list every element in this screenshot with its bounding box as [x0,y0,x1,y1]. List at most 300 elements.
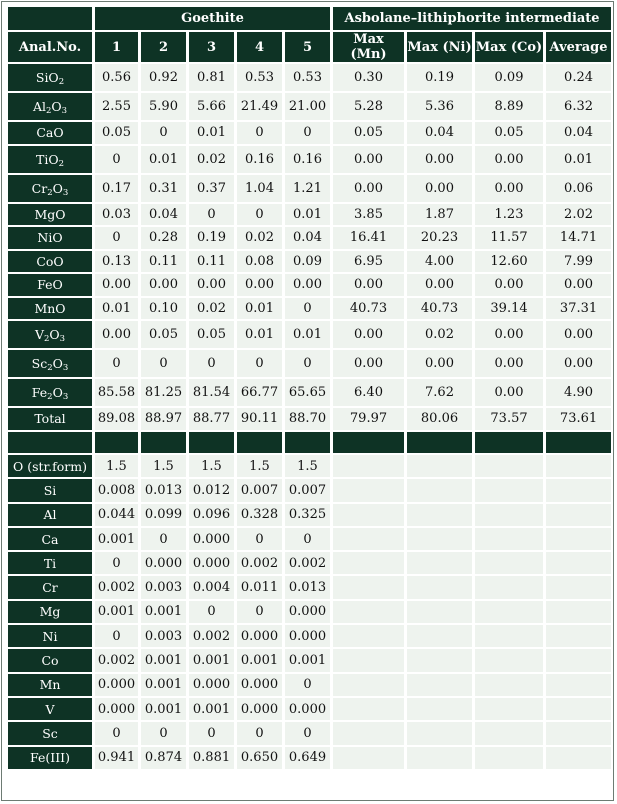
value-cell: 66.77 [237,379,282,406]
value-cell: 0.81 [189,64,234,91]
value-cell: 0.00 [546,350,611,377]
value-cell: 1.87 [407,204,472,226]
value-cell: 0.05 [333,122,404,144]
value-cell: 0.044 [95,504,138,526]
value-cell: 0.01 [285,204,330,226]
oxide-label-text: O [51,99,62,114]
value-cell: 0.08 [237,251,282,273]
value-cell: 0.00 [333,274,404,296]
value-cell: 6.40 [333,379,404,406]
value-cell: 0 [237,350,282,377]
oxide-label [8,408,92,430]
oxide-label-text: MgO [34,206,66,222]
value-cell: 85.58 [95,379,138,406]
separator-cell [95,432,138,454]
empty-cell [407,649,472,671]
empty-cell [407,455,472,477]
table-row [8,528,611,550]
value-cell: 0.001 [189,649,234,671]
oxide-label-text: NiO [37,230,63,246]
header-col-1: 1 [95,32,138,62]
empty-cell [475,504,543,526]
value-cell: 37.31 [546,298,611,320]
empty-cell [546,504,611,526]
value-cell: 0 [141,528,186,550]
value-cell: 0.01 [546,146,611,173]
empty-cell [475,649,543,671]
formula-label: Si [8,479,92,501]
value-cell: 4.00 [407,251,472,273]
value-cell: 0.002 [95,649,138,671]
empty-cell [546,649,611,671]
value-cell: 0.11 [141,251,186,273]
value-cell: 0.10 [141,298,186,320]
table-row [8,552,611,574]
value-cell: 5.36 [407,93,472,120]
oxide-label [8,146,92,173]
oxide-label-text: Sc [31,356,48,371]
value-cell: 3.85 [333,204,404,226]
empty-cell [475,625,543,647]
value-cell: 0 [285,528,330,550]
value-cell: 0.000 [285,698,330,720]
formula-label: Ca [8,528,92,550]
value-cell: 0.53 [285,64,330,91]
header-goethite: Goethite [95,7,330,30]
value-cell: 0.096 [189,504,234,526]
value-cell: 2.02 [546,204,611,226]
value-cell: 0 [237,204,282,226]
value-cell: 0.00 [475,146,543,173]
subscript: 3 [62,363,69,373]
value-cell: 0 [189,722,234,744]
value-cell: 88.97 [141,408,186,430]
value-cell: 0.099 [141,504,186,526]
table-frame [1,1,614,801]
subscript: 2 [47,392,53,402]
formula-label: Co [8,649,92,671]
value-cell: 0 [189,601,234,623]
value-cell: 0.007 [237,479,282,501]
value-cell: 0.001 [141,674,186,696]
oxide-label [8,122,92,144]
value-cell: 6.32 [546,93,611,120]
value-cell: 0.00 [237,274,282,296]
formula-label: V [8,698,92,720]
empty-cell [407,747,472,769]
value-cell: 0.01 [285,321,330,348]
subscript: 3 [59,334,66,344]
empty-cell [407,674,472,696]
header-asbolane: Asbolane–lithiphorite intermediate [333,7,611,30]
value-cell: 0.04 [141,204,186,226]
empty-cell [546,455,611,477]
value-cell: 0.01 [141,146,186,173]
subscript: 2 [43,334,50,344]
value-cell: 12.60 [475,251,543,273]
table-row [8,601,611,623]
value-cell: 0.003 [141,625,186,647]
value-cell: 0 [95,350,138,377]
value-cell: 0.00 [189,274,234,296]
value-cell: 0 [285,722,330,744]
table-row [8,674,611,696]
header-col-average: Average [546,32,611,62]
empty-cell [333,674,404,696]
value-cell: 0.16 [237,146,282,173]
value-cell: 0.650 [237,747,282,769]
value-cell: 0 [285,674,330,696]
empty-cell [407,601,472,623]
value-cell: 0.05 [475,122,543,144]
value-cell: 0.04 [285,227,330,249]
value-cell: 0.649 [285,747,330,769]
value-cell: 0.16 [285,146,330,173]
oxide-label [8,204,92,226]
value-cell: 0.011 [237,576,282,598]
header-anal-no: Anal.No. [8,32,92,62]
empty-cell [333,698,404,720]
empty-cell [546,698,611,720]
empty-cell [333,649,404,671]
value-cell: 0.001 [189,698,234,720]
value-cell: 0.00 [95,274,138,296]
header-col-max-ni: Max (Ni) [407,32,472,62]
value-cell: 1.5 [237,455,282,477]
empty-cell [407,625,472,647]
formula-label: O (str.form) [8,455,92,477]
value-cell: 0.00 [475,274,543,296]
header-col-max-co: Max (Co) [475,32,543,62]
value-cell: 0.28 [141,227,186,249]
value-cell: 90.11 [237,408,282,430]
value-cell: 40.73 [407,298,472,320]
value-cell: 0 [189,204,234,226]
empty-cell [546,747,611,769]
value-cell: 1.04 [237,175,282,202]
value-cell: 0.012 [189,479,234,501]
oxide-section [8,64,611,430]
oxide-label [8,350,92,377]
value-cell: 21.49 [237,93,282,120]
table-row [8,408,611,430]
separator-cell [475,432,543,454]
value-cell: 0.05 [189,321,234,348]
value-cell: 0.874 [141,747,186,769]
value-cell: 0.53 [237,64,282,91]
empty-cell [475,479,543,501]
value-cell: 0.09 [475,64,543,91]
value-cell: 7.99 [546,251,611,273]
value-cell: 0.00 [95,321,138,348]
value-cell: 0.001 [141,698,186,720]
value-cell: 0.00 [407,175,472,202]
value-cell: 0 [95,625,138,647]
value-cell: 0.09 [285,251,330,273]
value-cell: 88.70 [285,408,330,430]
value-cell: 0.06 [546,175,611,202]
table-row [8,698,611,720]
value-cell: 0.00 [546,274,611,296]
subscript: 3 [62,392,69,402]
subscript: 2 [58,158,64,169]
empty-cell [407,528,472,550]
value-cell: 0.00 [475,350,543,377]
empty-cell [333,528,404,550]
value-cell: 0.24 [546,64,611,91]
value-cell: 0.001 [285,649,330,671]
header-group-row [8,7,611,30]
value-cell: 0.000 [189,528,234,550]
value-cell: 0.01 [95,298,138,320]
oxide-label-text: O [52,356,63,371]
value-cell: 0.11 [189,251,234,273]
value-cell: 0 [95,146,138,173]
value-cell: 0.002 [95,576,138,598]
separator-cell [8,432,92,454]
formula-label: Al [8,504,92,526]
oxide-label [8,379,92,406]
value-cell: 0.19 [407,64,472,91]
value-cell: 0 [189,350,234,377]
table-row [8,227,611,249]
oxide-label-text: Cr [31,180,48,196]
header-col-2: 2 [141,32,186,62]
empty-cell [333,601,404,623]
formula-section [8,455,611,769]
value-cell: 11.57 [475,227,543,249]
value-cell: 0 [237,528,282,550]
formula-label: Mg [8,601,92,623]
header-col-3: 3 [189,32,234,62]
value-cell: 7.62 [407,379,472,406]
value-cell: 0.02 [237,227,282,249]
value-cell: 0.00 [475,321,543,348]
empty-cell [475,455,543,477]
formula-label: Ni [8,625,92,647]
separator-cell [141,432,186,454]
table-row [8,722,611,744]
formula-label: Ti [8,552,92,574]
value-cell: 5.66 [189,93,234,120]
value-cell: 0.00 [546,321,611,348]
value-cell: 0.04 [407,122,472,144]
value-cell: 0.001 [141,649,186,671]
value-cell: 73.61 [546,408,611,430]
value-cell: 0.003 [141,576,186,598]
value-cell: 0 [95,552,138,574]
table-row [8,379,611,406]
value-cell: 0.004 [189,576,234,598]
empty-cell [407,479,472,501]
table-row [8,298,611,320]
oxide-label-text: V [34,327,44,342]
table-row [8,93,611,120]
value-cell: 0.013 [141,479,186,501]
table-row [8,274,611,296]
oxide-label [8,274,92,296]
value-cell: 0.30 [333,64,404,91]
empty-cell [475,601,543,623]
separator-cell [546,432,611,454]
oxide-label-text: CoO [36,253,64,269]
value-cell: 88.77 [189,408,234,430]
table-row [8,649,611,671]
value-cell: 0.03 [95,204,138,226]
value-cell: 73.57 [475,408,543,430]
empty-cell [546,674,611,696]
value-cell: 0.000 [95,698,138,720]
empty-cell [333,504,404,526]
oxide-label-text: O [52,385,63,400]
value-cell: 0.008 [95,479,138,501]
value-cell: 39.14 [475,298,543,320]
value-cell: 0.00 [475,175,543,202]
value-cell: 0.001 [95,528,138,550]
empty-cell [333,576,404,598]
empty-cell [475,747,543,769]
value-cell: 0.881 [189,747,234,769]
value-cell: 0 [237,122,282,144]
value-cell: 0.00 [407,350,472,377]
empty-cell [546,479,611,501]
value-cell: 21.00 [285,93,330,120]
value-cell: 81.25 [141,379,186,406]
value-cell: 0.000 [141,552,186,574]
value-cell: 0.002 [237,552,282,574]
value-cell: 0.000 [95,674,138,696]
table-row [8,321,611,348]
value-cell: 0.00 [475,379,543,406]
value-cell: 0 [285,298,330,320]
value-cell: 0.01 [237,298,282,320]
value-cell: 0 [285,350,330,377]
value-cell: 8.89 [475,93,543,120]
value-cell: 0.001 [237,649,282,671]
value-cell: 80.06 [407,408,472,430]
separator-cell [237,432,282,454]
oxide-label [8,251,92,273]
table-row [8,251,611,273]
oxide-label-text: O [49,327,60,342]
subscript: 2 [58,77,65,87]
value-cell: 0.02 [407,321,472,348]
empty-cell [333,747,404,769]
empty-cell [475,552,543,574]
value-cell: 0.001 [141,601,186,623]
value-cell: 0.328 [237,504,282,526]
empty-cell [333,722,404,744]
value-cell: 0.001 [95,601,138,623]
value-cell: 1.23 [475,204,543,226]
value-cell: 0.000 [189,552,234,574]
value-cell: 1.5 [95,455,138,477]
value-cell: 0.00 [285,274,330,296]
value-cell: 0.00 [333,175,404,202]
empty-cell [475,528,543,550]
oxide-label-text: Fe [31,385,48,400]
value-cell: 0.002 [189,625,234,647]
value-cell: 2.55 [95,93,138,120]
value-cell: 0.37 [189,175,234,202]
value-cell: 1.21 [285,175,330,202]
value-cell: 0.325 [285,504,330,526]
oxide-label-text: FeO [37,277,63,293]
oxide-label [8,175,92,202]
value-cell: 1.5 [141,455,186,477]
value-cell: 0.00 [333,350,404,377]
oxide-label-text: SiO [35,70,59,85]
value-cell: 0 [95,722,138,744]
empty-cell [333,455,404,477]
table-row [8,175,611,202]
empty-cell [407,698,472,720]
oxide-label-text: MnO [34,300,66,316]
value-cell: 40.73 [333,298,404,320]
empty-cell [407,722,472,744]
value-cell: 0.00 [407,274,472,296]
value-cell: 0.05 [141,321,186,348]
value-cell: 0.000 [285,601,330,623]
analysis-table [5,5,614,771]
value-cell: 14.71 [546,227,611,249]
empty-cell [407,552,472,574]
formula-label: Cr [8,576,92,598]
table-row [8,122,611,144]
value-cell: 0.04 [546,122,611,144]
value-cell: 0.02 [189,298,234,320]
table-row [8,504,611,526]
subscript: 3 [62,187,69,198]
header-col-4: 4 [237,32,282,62]
empty-cell [475,674,543,696]
value-cell: 16.41 [333,227,404,249]
value-cell: 6.95 [333,251,404,273]
header-col-5: 5 [285,32,330,62]
header-col-max-mn: Max (Mn) [333,32,404,62]
value-cell: 0 [237,601,282,623]
oxide-label-text: Total [34,411,66,427]
empty-cell [407,504,472,526]
value-cell: 0.56 [95,64,138,91]
oxide-label-text: O [52,180,63,196]
subscript: 2 [47,187,53,198]
value-cell: 0 [141,722,186,744]
value-cell: 0.00 [333,146,404,173]
subscript: 2 [45,106,52,116]
oxide-label-text: TiO [35,151,59,167]
oxide-label [8,298,92,320]
formula-label: Fe(III) [8,747,92,769]
value-cell: 0 [141,122,186,144]
value-cell: 0 [95,227,138,249]
table-row [8,64,611,91]
empty-cell [475,722,543,744]
separator-cell [189,432,234,454]
table-row [8,146,611,173]
value-cell: 0.000 [189,674,234,696]
value-cell: 0.000 [237,698,282,720]
empty-cell [407,576,472,598]
value-cell: 0.31 [141,175,186,202]
oxide-label [8,321,92,348]
value-cell: 0.13 [95,251,138,273]
value-cell: 0.013 [285,576,330,598]
empty-cell [546,552,611,574]
value-cell: 0.00 [333,321,404,348]
value-cell: 1.5 [285,455,330,477]
table-row [8,204,611,226]
